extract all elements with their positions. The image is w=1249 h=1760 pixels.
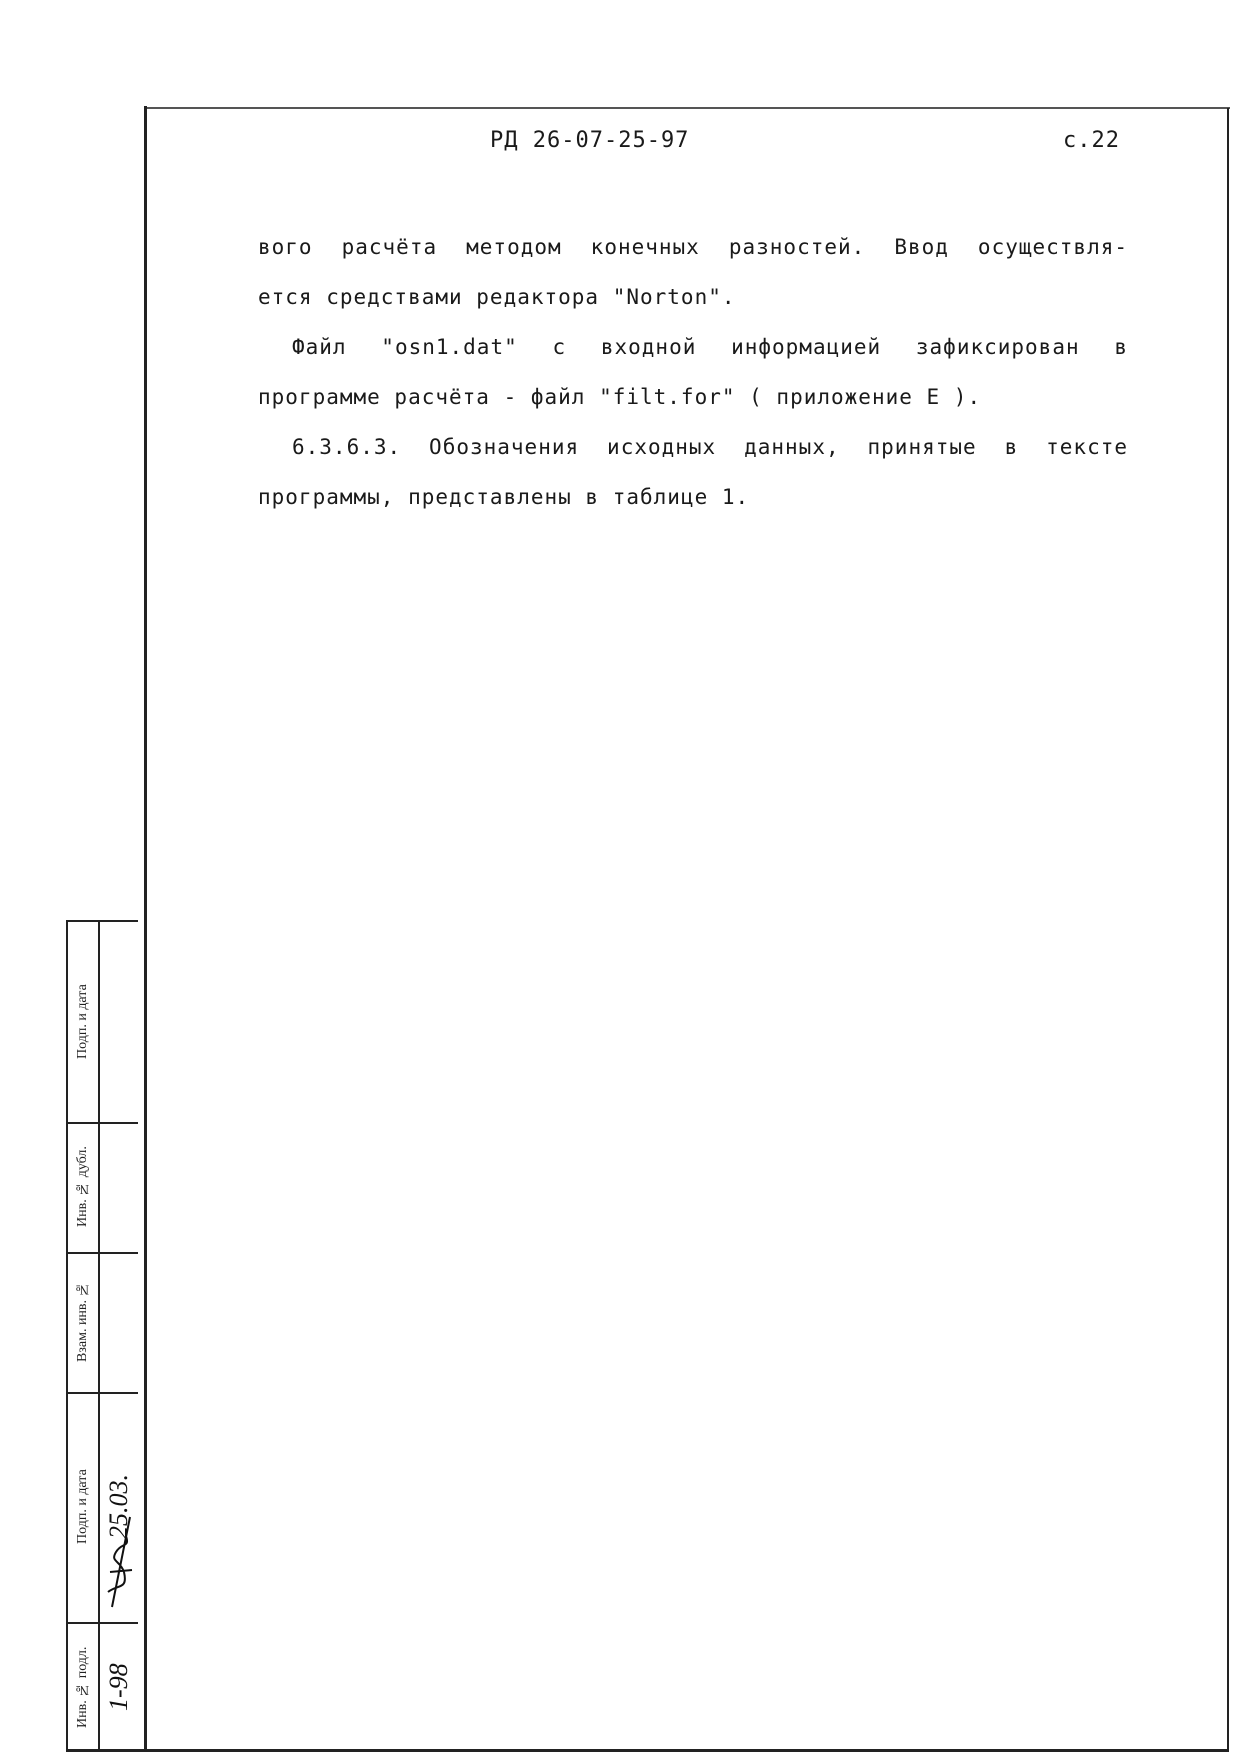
registration-stamp bbox=[66, 920, 138, 1752]
stamp-label-sign-date: Подп. и дата bbox=[75, 1469, 90, 1545]
frame-bottom-border bbox=[66, 1749, 1229, 1752]
signature-icon bbox=[104, 1512, 136, 1612]
body-line: программы, представлены в таблице 1. bbox=[258, 485, 750, 509]
stamp-date-text: 25.03. bbox=[104, 1474, 133, 1540]
stamp-label-original-inv: Инв. № подл. bbox=[75, 1646, 90, 1728]
page-number: с.22 bbox=[1063, 128, 1120, 153]
stamp-label-dup-inv: Инв. № дубл. bbox=[75, 1146, 90, 1228]
frame-right-border bbox=[1227, 108, 1229, 1750]
body-line: вого расчёта методом конечных разностей. Ввод осуществля- bbox=[258, 235, 1128, 259]
body-line: ется средствами редактора "Norton". bbox=[258, 285, 736, 309]
body-paragraph-line: 6.3.6.3. Обозначения исходных данных, принятые в тексте bbox=[292, 435, 1128, 459]
stamp-value-original-inv: 1-98 bbox=[104, 1663, 133, 1711]
stamp-label-sign-date-top: Подп. и дата bbox=[75, 984, 90, 1060]
frame-left-border bbox=[144, 106, 147, 1750]
stamp-label-replacement-inv: Взам. инв. № bbox=[75, 1281, 90, 1363]
body-paragraph-line: Файл "osn1.dat" с входной информацией зафиксирован в bbox=[292, 335, 1128, 359]
document-code: РД 26-07-25-97 bbox=[490, 128, 690, 153]
body-line: программе расчёта - файл "filt.for" ( приложение Е ). bbox=[258, 385, 982, 409]
document-body bbox=[258, 222, 1128, 522]
frame-top-border bbox=[146, 107, 1230, 109]
